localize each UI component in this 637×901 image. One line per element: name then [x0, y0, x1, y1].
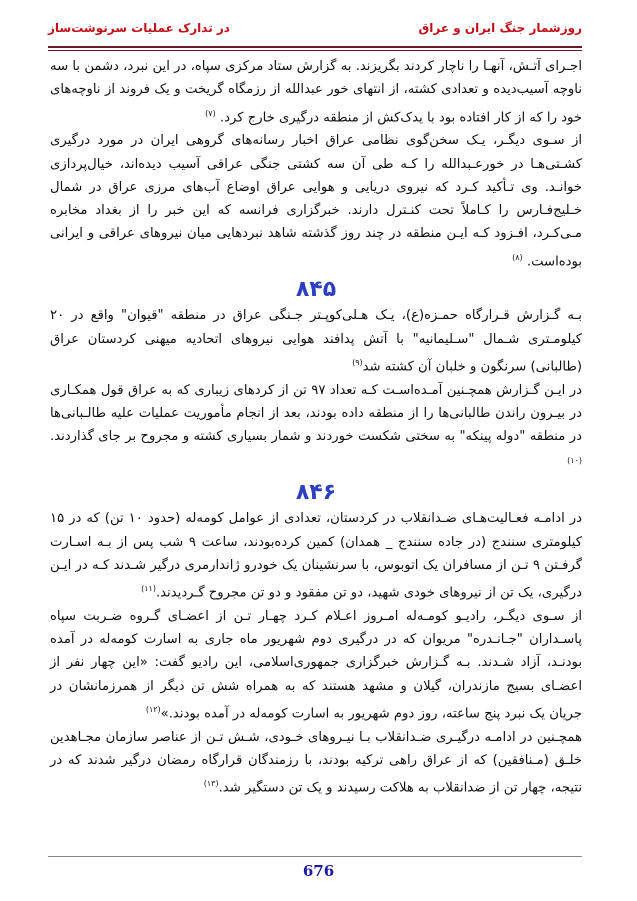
entry-number: ۸۴۵ — [295, 277, 337, 303]
footnote-ref: (۷) — [205, 108, 216, 118]
paragraph: در ایـن گـزارش همچـنین آمـده‌اسـت کـه تعداد ۹۷ تن از کردهای زیباری که به عراق قول همکـاری در بیـرون راندن طالبانی‌ها را از منطقه داده بودند، بعد از انجام مأموریت عملیات علیه طالـبانی‌ها در منطقه "دوله پینکه" به سختی شکست خوردند و شمار بسیاری کشته و مجروح بر جای گذاردند.$^{(۱۰)}$ — [50, 382, 582, 465]
footnote-ref: (۱۳) — [203, 779, 219, 789]
body-text — [50, 55, 582, 800]
header-rule — [48, 46, 582, 48]
running-header — [48, 14, 582, 42]
footnote-ref: (۱۱) — [141, 584, 156, 594]
book-title: روزشمار جنگ ایران و عراق — [418, 21, 582, 35]
footnote-ref: (۱۰) — [567, 455, 582, 465]
paragraph: از سـوی دیگـر، یـک سخن‌گوی نظامی عراق اخبار رسانه‌های گروهی ایران در مورد درگیری کشـتی‌هـا در خورعـبدالله را کـه طی آن سه کشتی جنگی عراقی آسیب دیده‌اند، خیال‌پردازی خوانـد. وی تـأکید کـرد که نیروی دریایی و هوایی عراق اوضاع آب‌های مرزی عراق در شمال خـلیج‌فـارس را کـاملاً تحت کنـترل دارند. خبرگزاری فرانسه که این خبر را از بغداد مخابره مـی‌کـرد، افـزود کـه ایـن منطقه در چند روز گذشته شاهد نبردهایی میان نیروهای عراقی و ایرانی بوده‌است. $^{(۸)}$ — [50, 133, 582, 270]
paragraph: در ادامـه فعـالیت‌هـای ضـدانقلاب در کردستان، تعدادی از عوامل کومه‌له (حدود ۱۰ تن) که در ۱۵ کیلومتری سنندج (در جاده سنندج _ همدان) کمین کرده‌بودند، ساعت ۹ شب پس از بـه اسـارت گرفـتن ۹ تـن از مسافران یک اتوبوس، با سرنشینان یک خودرو ژاندارمری درگیر شـدند کـه در ایـن درگیری، یک تن از نیروهای خودی شهید، دو تن مفقود و دو تن مجروح گـردیدند.$^{(۱۱)}$ — [50, 511, 583, 601]
page-number: 676 — [302, 862, 335, 880]
footnote-ref: (۱۲) — [145, 705, 161, 715]
paragraph: بـه گـزارش قـرارگاه حمـزه(ع)، یـک هـلی‌کوپـتر جـنگی عراق در منطقه "قیوان" واقع در ۲۰ کیلومـتری شـمال "سـلیمانیه" با آتش پدافند هوایی نیروهای اتحادیه میهنی کردستان عراق (طالبانی) سرنگون و خلبان آن کشته شد$^{(۹)}$ — [50, 308, 582, 375]
header-rule-thin — [48, 50, 582, 51]
paragraph: همچـنین در ادامـه درگیـری ضـدانقلاب بـا نیـروهای خـودی، شـش تـن از عناصر سازمان مجـاهدین خلـق (مـنافقین) که از عراق راهی ترکیه بودند، با رزمندگان قرارگاه رمضان درگیر شدند که در نتیجه، چهار تن از ضدانقلاب به هلاکت رسیدند و یک تن دستگیر شد.$^{(۱۳)}$ — [50, 729, 582, 796]
footnote-ref: (۸) — [512, 252, 523, 262]
footnote-ref: (۹) — [352, 358, 363, 368]
footer-rule — [48, 856, 582, 857]
section-title: در تدارک عملیات سرنوشت‌ساز — [48, 21, 230, 35]
entry-number: ۸۴۶ — [295, 480, 337, 506]
paragraph: از سـوی دیگـر، رادیـو کومـه‌له امـروز اعـلام کـرد چهـار تـن از اعضـای گـروه ضـربت سپاه پاسـداران "جـانـدره" مریوان که در درگیری دوم شهریور ماه جاری به اسارت کومه‌له در آمده بودنـد، آزاد شـدند. بـه گـزارش خبرگزاری جمهوری‌اسلامی، این رادیو گفت: «این چهار نفر از اعضـای بسیج مازندران، گیلان و مشهد هستند که به همراه شش تن دیگر از همرزمانشان در جریان یک نبرد پنج ساعته، روز دوم شهریور به اسارت کومه‌له در آمده بودند.»$^{(۱۲)}$ — [50, 608, 582, 722]
paragraph: اجـرای آتـش، آنهـا را ناچار کردند بگریزند. به گزارش ستاد مرکزی سپاه، در این نبرد، دشمن با سه ناوچه آسیب‌دیده و تعدادی کشته، از انتهای خور عبدالله از رزمگاه گریخت و یک فروند از ناوچه‌های خود را که از کار افتاده بود با یدک‌کش از منطقه درگیری خارج کرد. $^{(۷)}$ — [50, 59, 582, 125]
